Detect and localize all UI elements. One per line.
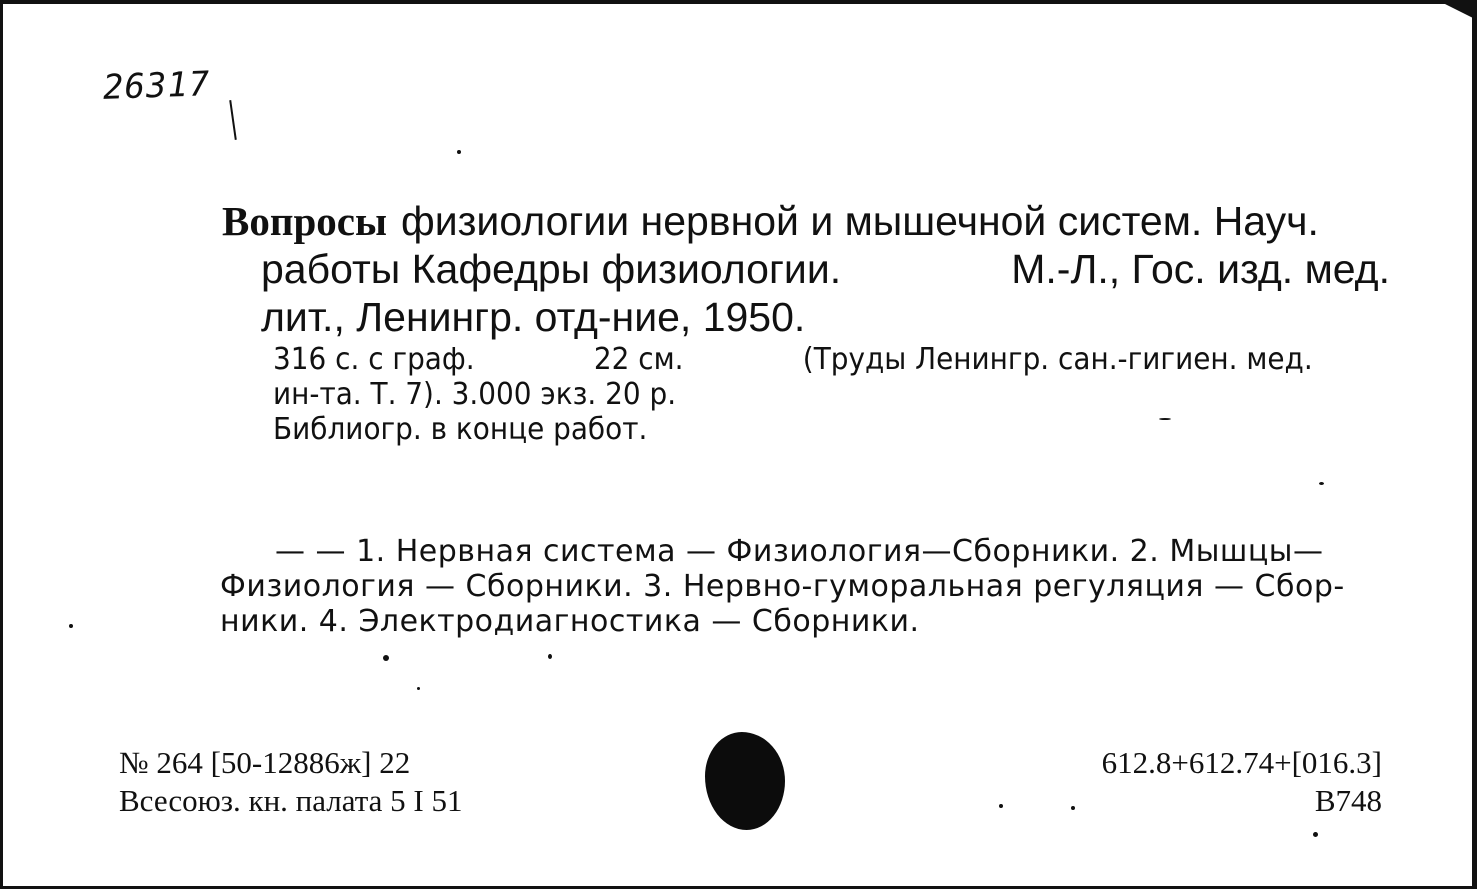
ink-speck [999, 804, 1003, 808]
handwritten-accession-number: 26317 [102, 64, 212, 108]
ink-speck [69, 624, 73, 628]
details-line-3 [273, 412, 1313, 447]
subject-line-2: Физиология — Сборники. 3. Нервно-гуморальная регуляция — Сбор- [220, 569, 1345, 604]
ink-speck [457, 150, 461, 154]
details-bibliography-note: Библиогр. в конце работ. [273, 412, 648, 447]
subject-line-1: — — 1. Нервная система — Физиология—Сборники. 2. Мышцы— [275, 534, 1324, 569]
details-line-1 [273, 342, 1313, 377]
subject-headings [220, 534, 1392, 639]
title-line2-right: М.-Л., Гос. изд. мед. [1011, 246, 1390, 292]
footer-udc-code: 612.8+612.74+[016.3] [1101, 745, 1382, 780]
physical-description [273, 342, 1313, 447]
footer-registry [119, 744, 462, 820]
ink-speck [548, 654, 552, 659]
ink-speck [383, 655, 389, 661]
title-line-2 [222, 245, 1390, 293]
ink-speck [1071, 806, 1075, 810]
title-line3-text: лит., Ленингр. отд-ние, 1950. [261, 294, 806, 340]
details-series-cont: ин-та. Т. 7). 3.000 экз. 20 р. [273, 377, 677, 412]
footer-chamber: Всесоюз. кн. палата 5 I 51 [119, 783, 463, 818]
details-pages: 316 с. с граф. [273, 342, 475, 377]
title-block [222, 197, 1390, 341]
card-corner-notch [1437, 0, 1477, 20]
title-line-3 [222, 293, 1390, 341]
title-line1-text: физиологии нервной и мышечной систем. Науч. [400, 198, 1319, 244]
title-bold-word: Вопросы [222, 198, 387, 244]
details-line-2 [273, 377, 1313, 412]
footer-author-mark: В748 [1314, 783, 1382, 818]
ink-speck [1319, 482, 1324, 485]
details-size: 22 см. [593, 342, 684, 377]
ink-speck [1313, 832, 1318, 837]
punch-hole [705, 732, 785, 830]
title-line2-left: работы Кафедры физиологии. [261, 246, 842, 292]
title-line-1 [222, 197, 1390, 245]
footer-classification [1102, 744, 1382, 820]
handwritten-stroke [229, 100, 237, 140]
footer-card-number: № 264 [50-12886ж] 22 [119, 745, 411, 780]
ink-speck [417, 687, 420, 690]
details-series: (Труды Ленингр. сан.-гигиен. мед. [802, 342, 1313, 377]
subject-line-3: ники. 4. Электродиагностика — Сборники. [220, 604, 920, 639]
